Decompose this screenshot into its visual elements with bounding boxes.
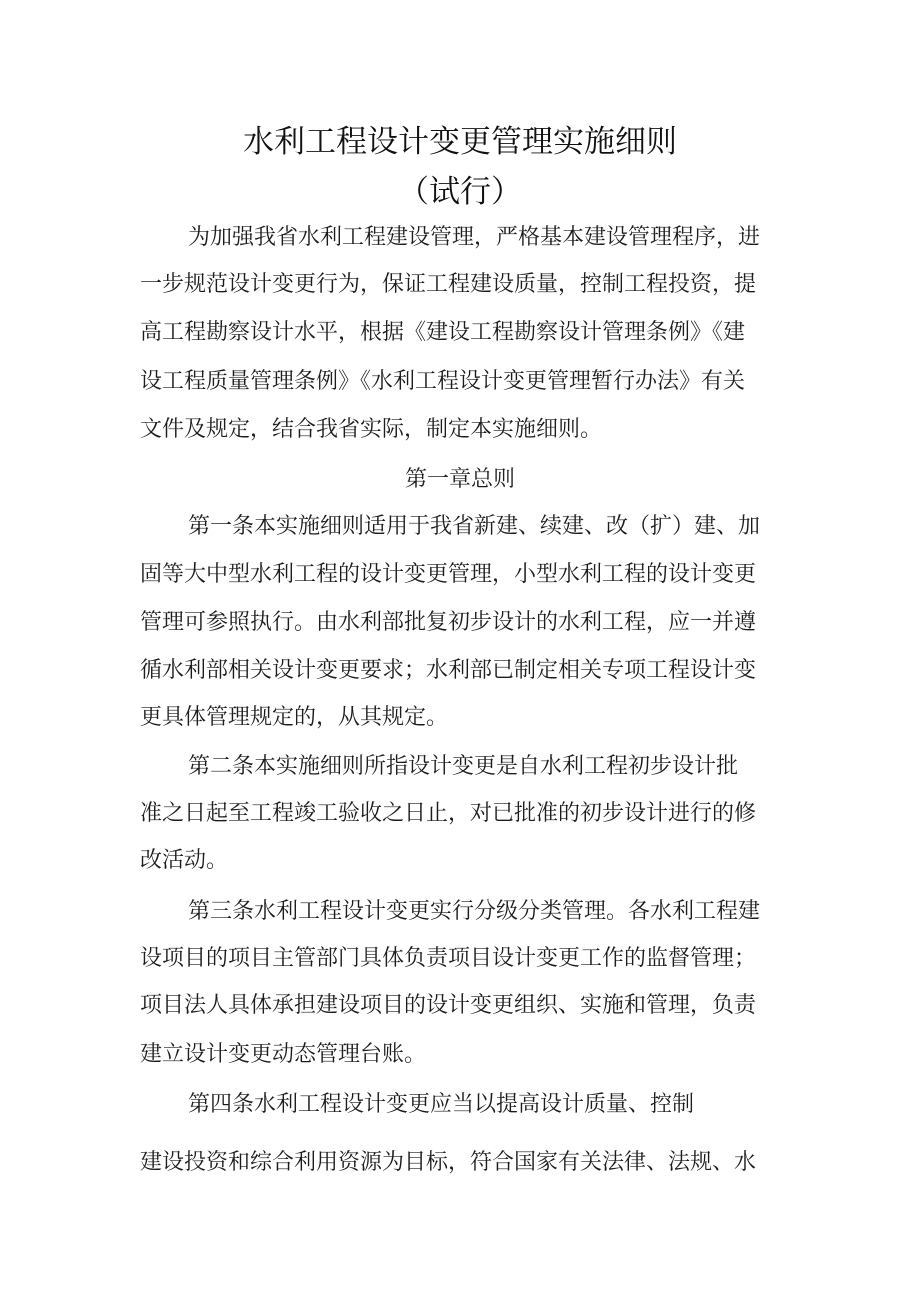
document-subtitle: （试行） (398, 174, 522, 210)
article-3-line: 项目法人具体承担建设项目的设计变更组织、实施和管理，负责 (140, 993, 757, 1018)
article-4-line: 建设投资和综合利用资源为目标，符合国家有关法律、法规、水 (140, 1150, 757, 1175)
article-1-line: 循水利部相关设计变更要求；水利部已制定相关专项工程设计变 (140, 658, 757, 683)
article-1-line: 更具体管理规定的，从其规定。 (140, 705, 449, 730)
article-2-line: 改活动。 (140, 848, 229, 873)
preamble-line: 高工程勘察设计水平，根据《建设工程勘察设计管理条例》《建 (140, 320, 746, 345)
article-2-label: 第二条 (188, 754, 255, 779)
article-3-first-line (188, 897, 790, 927)
article-4-first-line (188, 1090, 790, 1120)
article-4-text: 水利工程设计变更应当以提高设计质量、控制 (254, 1092, 695, 1117)
article-3-label: 第三条 (188, 899, 255, 924)
article-1-line: 固等大中型水利工程的设计变更管理，小型水利工程的设计变更 (140, 562, 757, 587)
article-2-line: 准之日起至工程竣工验收之日止，对已批准的初步设计进行的修 (140, 801, 757, 826)
preamble-line: 设工程质量管理条例》《水利工程设计变更管理暂行办法》有关 (140, 369, 746, 394)
article-1-text: 本实施细则适用于我省新建、续建、改（扩）建、加 (254, 514, 761, 539)
document-title: 水利工程设计变更管理实施细则 (243, 124, 677, 160)
article-3-line: 建立设计变更动态管理台账。 (140, 1042, 427, 1067)
preamble-line: 为加强我省水利工程建设管理，严格基本建设管理程序，进 (188, 225, 761, 250)
article-1-label: 第一条 (188, 514, 255, 539)
article-4-label: 第四条 (188, 1092, 255, 1117)
preamble-line: 一步规范设计变更行为，保证工程建设质量，控制工程投资，提 (140, 272, 757, 297)
article-1-line: 管理可参照执行。由水利部批复初步设计的水利工程，应一并遵 (140, 610, 757, 635)
preamble-line: 文件及规定，结合我省实际，制定本实施细则。 (140, 417, 603, 442)
article-2-text: 本实施细则所指设计变更是自水利工程初步设计批 (254, 754, 739, 779)
article-2-first-line (188, 752, 790, 782)
article-3-text: 水利工程设计变更实行分级分类管理。各水利工程建 (254, 899, 761, 924)
article-1-first-line (188, 512, 790, 542)
chapter-heading: 第一章总则 (404, 467, 515, 492)
article-3-line: 设项目的项目主管部门具体负责项目设计变更工作的监督管理； (140, 946, 757, 971)
